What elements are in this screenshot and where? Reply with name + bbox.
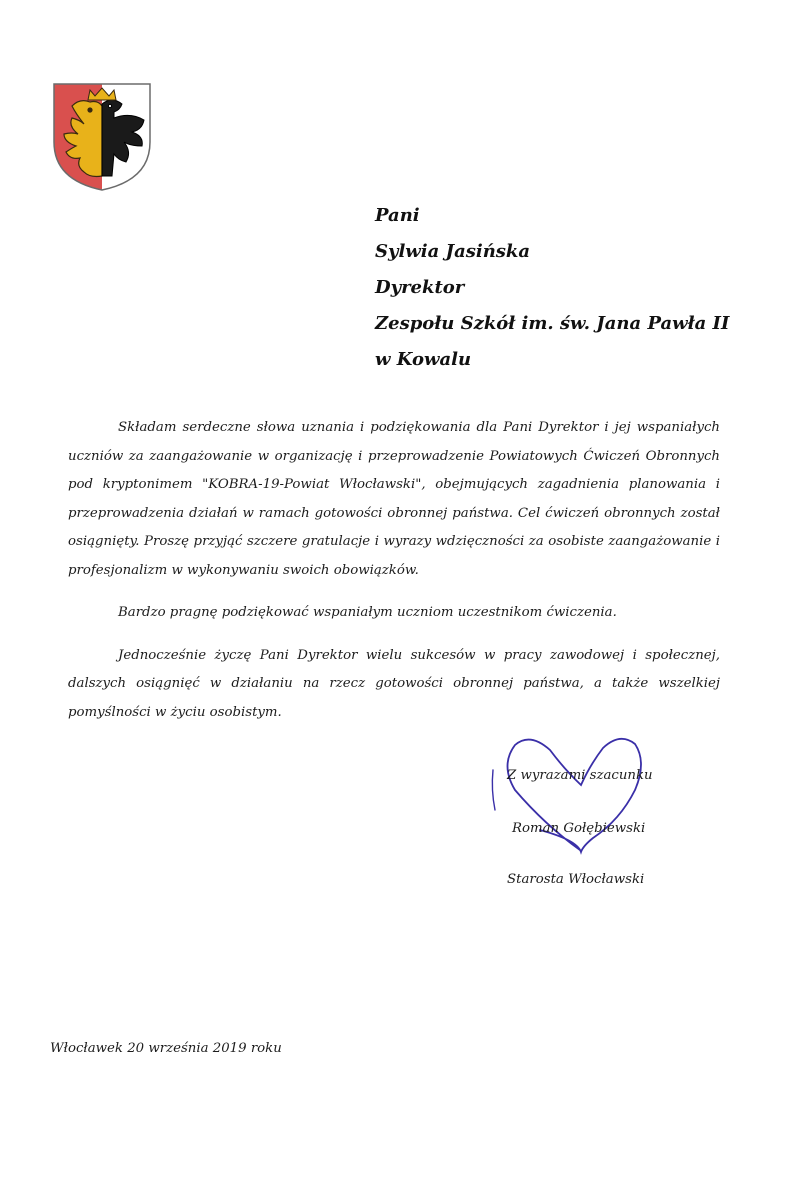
signatory-title: Starosta Włocławski — [507, 872, 645, 887]
addressee-salutation: Pani — [375, 205, 420, 226]
letter-body — [68, 414, 720, 727]
letter-paragraph: Bardzo pragnę podziękować wspaniałym uczniom uczestnikom ćwiczenia. — [118, 605, 617, 620]
addressee-town: w Kowalu — [375, 349, 472, 370]
closing-regards: Z wyrazami szacunku — [507, 768, 653, 783]
coat-of-arms-logo — [50, 80, 154, 192]
letter-paragraph: Składam serdeczne słowa uznania i podziękowania dla Pani Dyrektor i jej wspaniałych uczniów za zaangażowanie w organizację i przeprowadzenie Powiatowych Ćwiczeń Obronnych pod kryptonimem "KOBRA-19-Powiat Włocławski", obejmujących zagadnienia planowania i przeprowadzenia działań w ramach gotowości obronnej państwa. Cel ćwiczeń obronnych został osiągnięty. Proszę przyjąć szczere gratulacje i wyrazy wdzięczności za osobiste zaangażowanie i profesjonalizm w wykonywaniu swoich obowiązków. — [68, 420, 720, 578]
addressee-position: Dyrektor — [375, 277, 465, 298]
handwritten-signature — [485, 730, 675, 860]
addressee-school: Zespołu Szkół im. św. Jana Pawła II — [375, 313, 730, 334]
signatory-name: Roman Gołębiewski — [512, 821, 646, 836]
coat-of-arms-icon — [50, 80, 154, 192]
addressee-block — [375, 198, 775, 378]
date-line: Włocławek 20 września 2019 roku — [50, 1041, 282, 1056]
addressee-name: Sylwia Jasińska — [375, 241, 531, 262]
letter-paragraph: Jednocześnie życzę Pani Dyrektor wielu sukcesów w pracy zawodowej i społecznej, dalszych osiągnięć w działaniu na rzecz gotowości obronnej państwa, a także wszelkiej pomyślności w życiu osobistym. — [68, 647, 720, 720]
